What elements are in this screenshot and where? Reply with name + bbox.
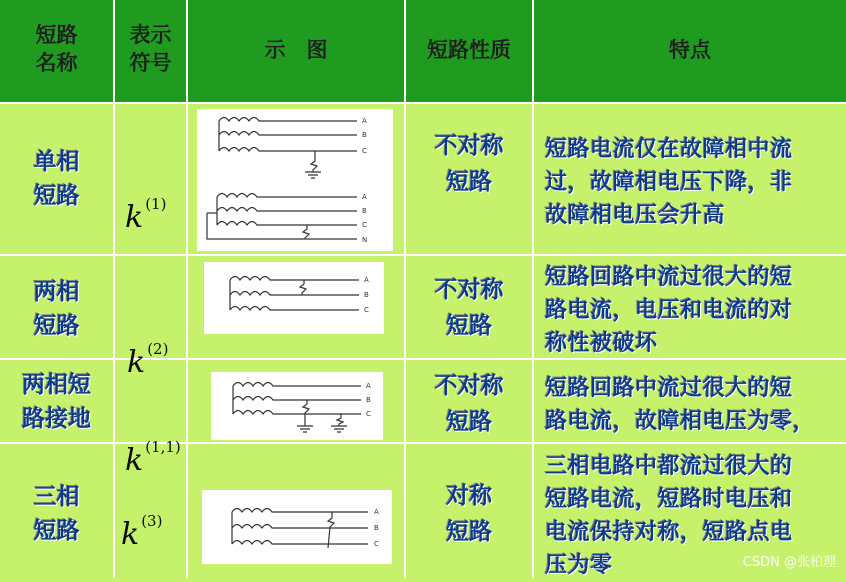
short-symbol: k $^{(1,1)}$ [125,438,181,478]
svg-text:B: B [366,396,371,404]
short-symbol: k $^{(1)}$ [125,195,167,235]
short-nature: 不对称 短路 [434,133,504,195]
row-divider [0,102,846,104]
svg-text:A: A [362,117,367,125]
column-divider [113,0,115,578]
row-divider [0,254,846,256]
row-name: 两相短 路接地 [22,372,91,432]
svg-text:A: A [362,193,367,201]
svg-text:B: B [362,131,367,139]
svg-text:B: B [374,524,379,532]
single-phase-diagram [197,109,393,251]
svg-text:A: A [366,382,371,390]
svg-text:B: B [362,207,367,215]
short-features: 短路回路中流过很大的短 路电流，电压和电流的对 称性被破坏 [545,265,793,356]
two-phase-ground-diagram [211,372,383,440]
three-phase-diagram [202,490,392,564]
header-nature: 短路性质 [427,38,511,62]
svg-text:C: C [362,147,367,155]
header-name: 短路 名称 [35,23,78,75]
short-nature: 不对称 短路 [434,277,504,339]
header-diagram: 示 图 [264,38,328,62]
short-features: 短路电流仅在故障相中流 过，故障相电压下降，非 故障相电压会升高 [545,137,793,228]
short-nature: 不对称 短路 [434,373,504,435]
svg-text:C: C [362,221,367,229]
svg-text:C: C [366,410,371,418]
watermark: CSDN @张柏理 [742,555,836,570]
short-symbol: k $^{(3)}$ [121,512,163,552]
header-features: 特点 [669,38,711,62]
short-features: 短路回路中流过很大的短 路电流，故障相电压为零， [545,376,816,434]
svg-text:B: B [364,291,369,299]
column-divider [532,0,534,578]
row-name: 两相 短路 [33,279,80,339]
short-nature: 对称 短路 [446,483,492,545]
row-name: 三相 短路 [33,484,80,544]
column-divider [186,0,188,578]
header-symbol: 表示 符号 [129,23,172,75]
svg-text:C: C [364,306,369,314]
svg-text:A: A [364,276,369,284]
two-phase-diagram [204,262,384,334]
row-name: 单相 短路 [33,149,80,209]
svg-text:A: A [374,508,379,516]
short-features: 三相电路中都流过很大的 短路电流，短路时电压和 电流保持对称，短路点电 压为零 [545,454,793,578]
svg-text:C: C [374,540,379,548]
short-symbol: k $^{(2)}$ [127,340,169,380]
svg-text:N: N [362,236,368,244]
